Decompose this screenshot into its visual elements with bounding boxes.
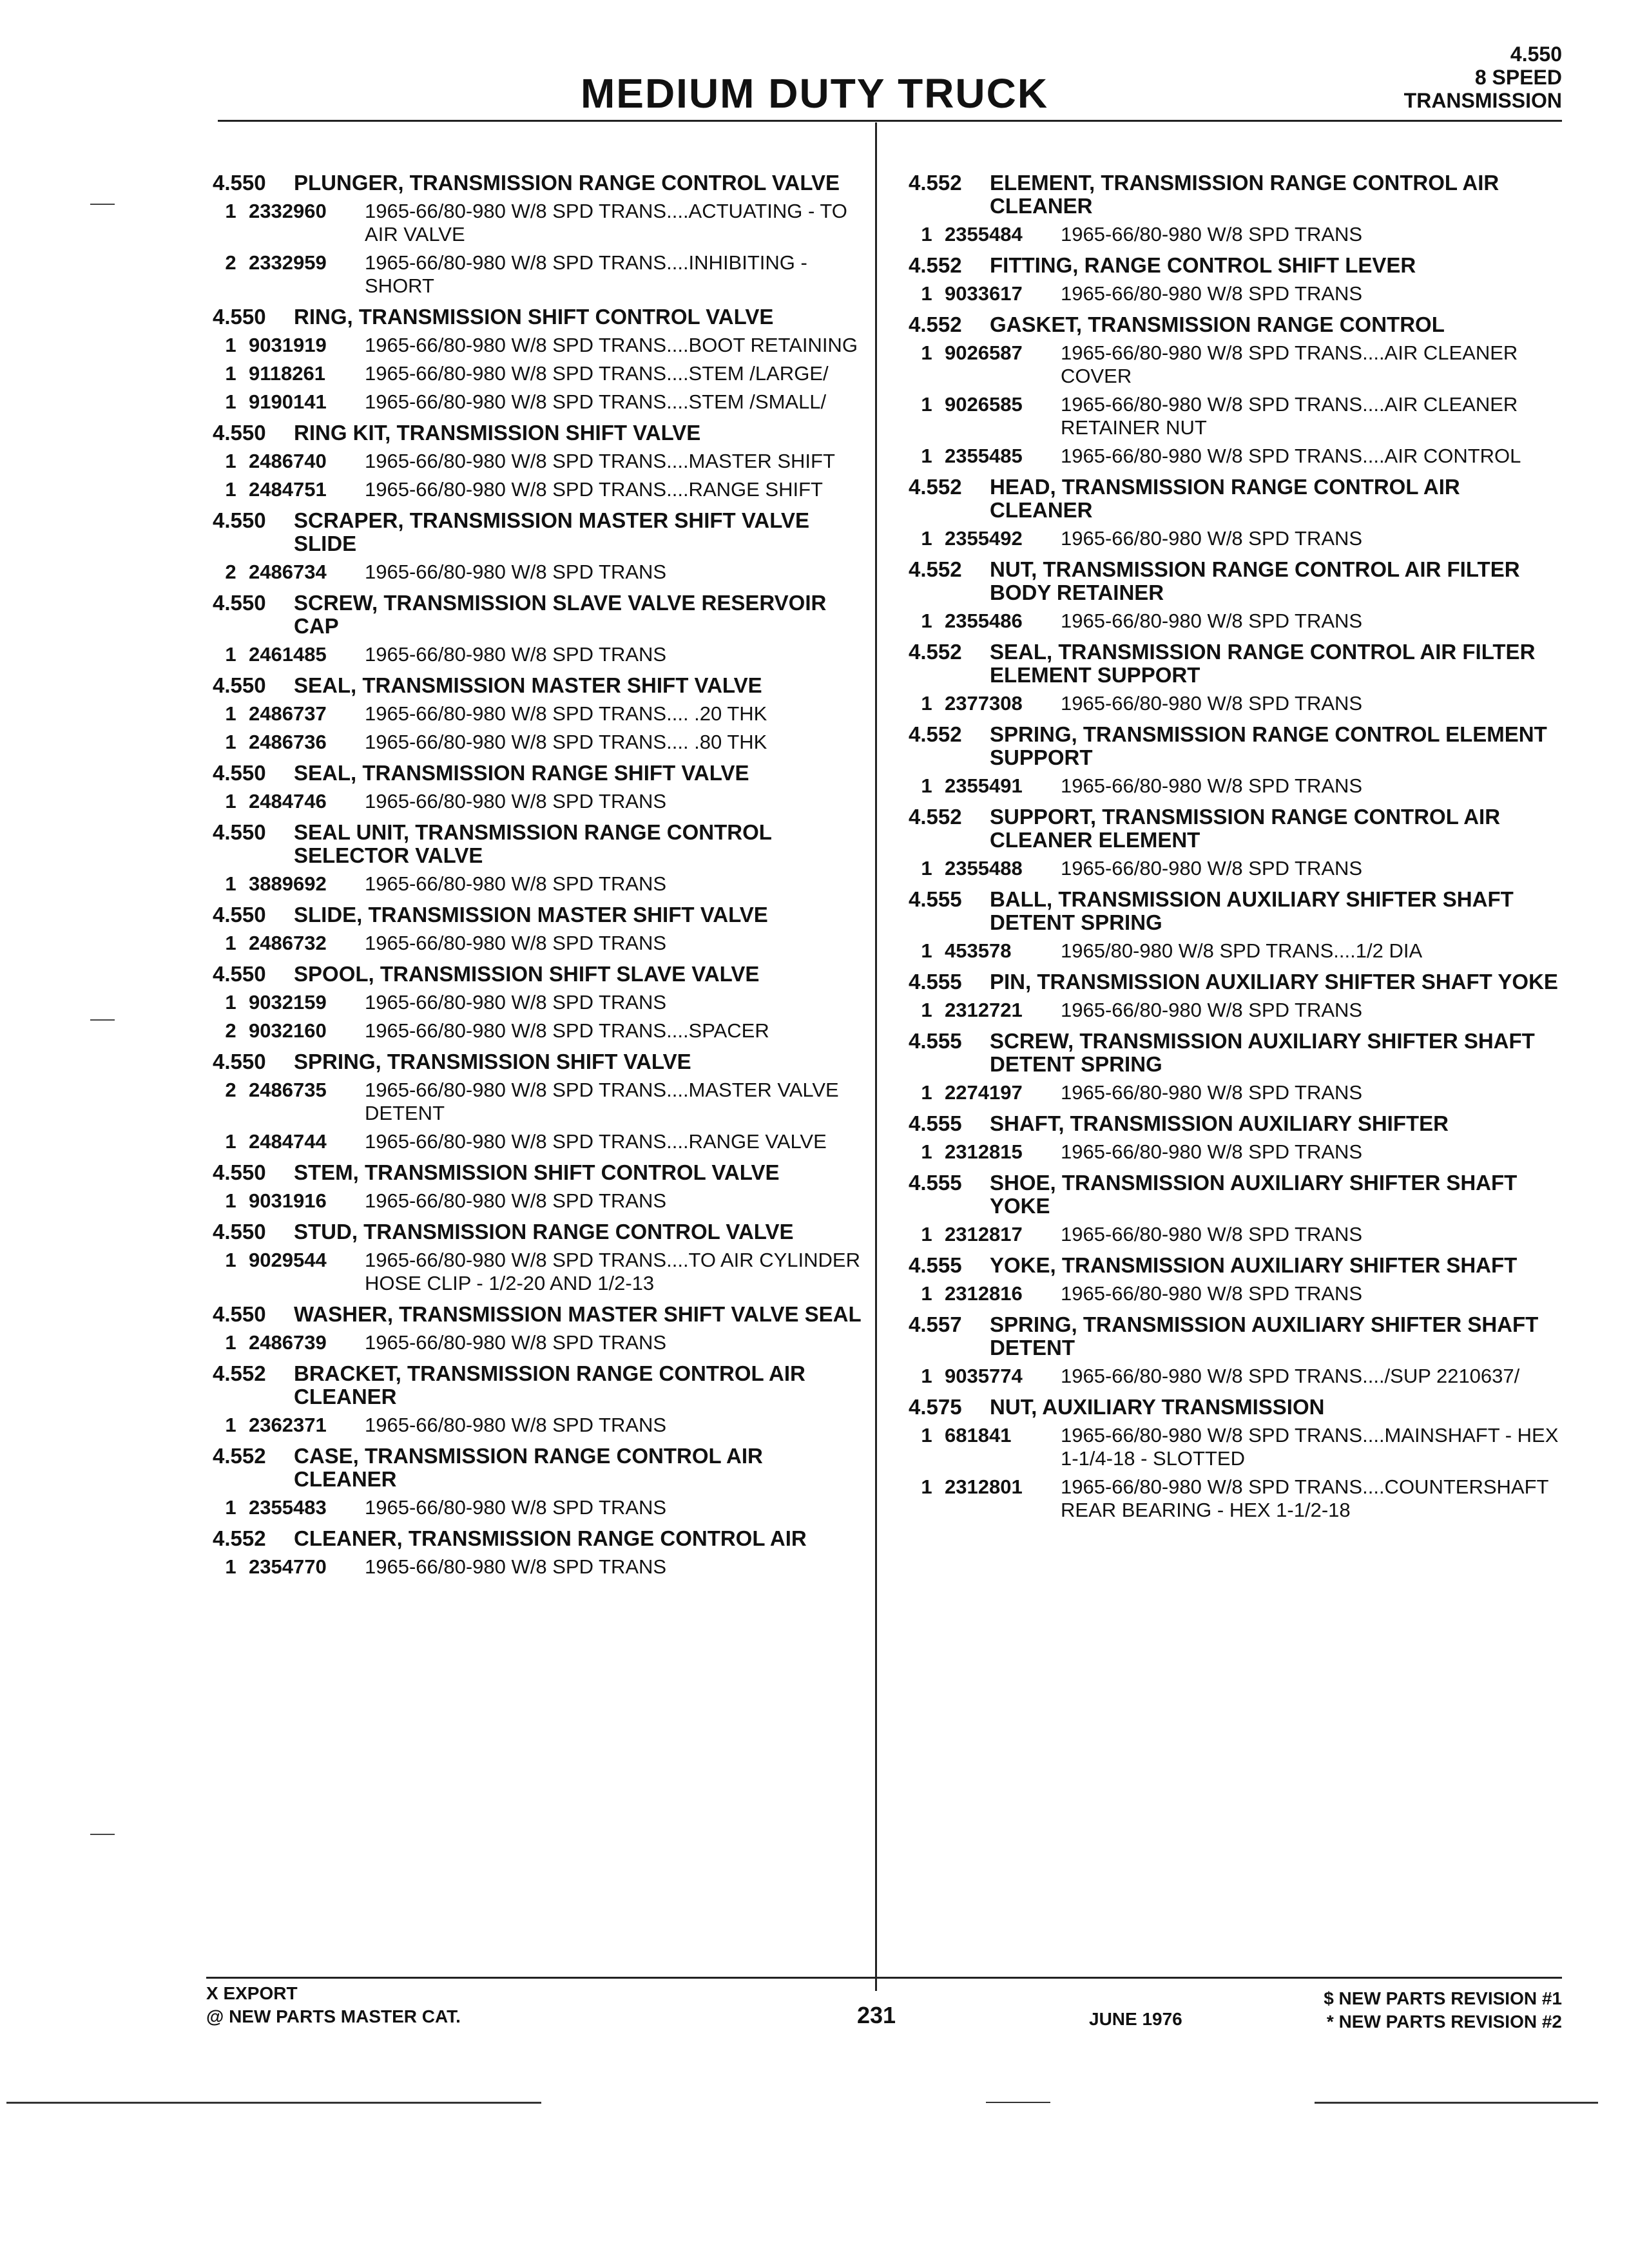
group-code: 4.555: [909, 1029, 962, 1053]
part-description: 1965-66/80-980 W/8 SPD TRANS....BOOT RETAINING: [365, 334, 858, 356]
part-row: [909, 527, 1566, 550]
part-row: [213, 362, 863, 385]
part-group-heading: [213, 1220, 863, 1244]
part-group-heading: [213, 1303, 863, 1326]
part-group-heading: [213, 591, 863, 638]
part-description: 1965-66/80-980 W/8 SPD TRANS: [1061, 774, 1363, 797]
part-row: [909, 1475, 1566, 1522]
part-number: 2355491: [945, 774, 1023, 797]
part-number: 2486734: [249, 561, 327, 583]
part-group-heading: [213, 762, 863, 785]
part-description: 1965-66/80-980 W/8 SPD TRANS....ACTUATING - TO AIR VALVE: [365, 200, 847, 245]
part-number: 2486736: [249, 731, 327, 753]
part-row: [909, 341, 1566, 388]
group-name: BALL, TRANSMISSION AUXILIARY SHIFTER SHAFT DETENT SPRING: [990, 887, 1514, 934]
part-description: 1965-66/80-980 W/8 SPD TRANS: [1061, 1223, 1363, 1245]
group-name: SLIDE, TRANSMISSION MASTER SHIFT VALVE: [294, 903, 768, 927]
part-group-heading: [213, 1161, 863, 1184]
part-row: [909, 999, 1566, 1022]
part-group-heading: [213, 821, 863, 867]
part-description: 1965-66/80-980 W/8 SPD TRANS....AIR CLEANER COVER: [1061, 341, 1518, 387]
scan-edge-line: [6, 2102, 541, 2104]
group-code: 4.550: [213, 962, 266, 986]
part-number: 453578: [945, 939, 1012, 962]
publication-date: JUNE 1976: [1089, 2009, 1182, 2029]
part-row: [213, 561, 863, 584]
part-number: 2486732: [249, 932, 327, 954]
part-group-heading: [909, 640, 1566, 687]
part-number: 2312815: [945, 1140, 1023, 1163]
part-row: [213, 932, 863, 955]
group-code: 4.550: [213, 1160, 266, 1184]
group-name: RING, TRANSMISSION SHIFT CONTROL VALVE: [294, 305, 774, 329]
legend-revision-2: * NEW PARTS REVISION #2: [1326, 2012, 1562, 2032]
part-group-heading: [213, 421, 863, 445]
part-description: 1965-66/80-980 W/8 SPD TRANS..../SUP 2210637/: [1061, 1365, 1520, 1387]
part-number: 2355486: [945, 610, 1023, 632]
part-number: 2355483: [249, 1496, 327, 1519]
part-group-heading: [213, 903, 863, 927]
part-group-heading: [909, 476, 1566, 522]
group-name: CLEANER, TRANSMISSION RANGE CONTROL AIR: [294, 1526, 807, 1550]
part-quantity: 1: [225, 702, 236, 725]
part-row: [213, 1019, 863, 1043]
part-description: 1965-66/80-980 W/8 SPD TRANS: [1061, 610, 1363, 632]
part-quantity: 1: [921, 1081, 932, 1104]
part-row: [213, 478, 863, 501]
part-quantity: 1: [921, 341, 932, 364]
part-row: [213, 334, 863, 357]
group-code: 4.555: [909, 887, 962, 911]
part-row: [213, 1189, 863, 1213]
group-code: 4.550: [213, 171, 266, 195]
part-group-heading: [909, 254, 1566, 277]
group-code: 4.552: [213, 1361, 266, 1385]
group-name: SUPPORT, TRANSMISSION RANGE CONTROL AIR CLEANER ELEMENT: [990, 805, 1501, 852]
part-quantity: 2: [225, 251, 236, 274]
part-quantity: 1: [921, 857, 932, 879]
column-divider: [875, 122, 877, 1991]
group-name: RING KIT, TRANSMISSION SHIFT VALVE: [294, 421, 701, 445]
section-speed: 8 SPEED: [1474, 66, 1562, 89]
part-row: [909, 282, 1566, 305]
part-description: 1965-66/80-980 W/8 SPD TRANS: [365, 643, 667, 666]
part-description: 1965-66/80-980 W/8 SPD TRANS....STEM /LARGE/: [365, 362, 829, 385]
part-number: 2484746: [249, 790, 327, 812]
part-row: [909, 1424, 1566, 1470]
group-code: 4.552: [909, 312, 962, 336]
part-group-heading: [213, 1527, 863, 1550]
group-code: 4.550: [213, 820, 266, 844]
part-quantity: 1: [225, 1555, 236, 1578]
part-quantity: 1: [225, 362, 236, 385]
group-name: YOKE, TRANSMISSION AUXILIARY SHIFTER SHAFT: [990, 1253, 1518, 1277]
part-row: [213, 1414, 863, 1437]
group-name: SHAFT, TRANSMISSION AUXILIARY SHIFTER: [990, 1111, 1449, 1135]
part-group-heading: [213, 1050, 863, 1073]
group-name: SEAL UNIT, TRANSMISSION RANGE CONTROL SELECTOR VALVE: [294, 820, 772, 867]
part-description: 1965-66/80-980 W/8 SPD TRANS.... .20 THK: [365, 702, 767, 725]
part-quantity: 1: [225, 1249, 236, 1271]
part-description: 1965-66/80-980 W/8 SPD TRANS....MASTER VALVE DETENT: [365, 1079, 839, 1124]
part-row: [909, 1223, 1566, 1246]
part-row: [909, 692, 1566, 715]
part-quantity: 1: [225, 731, 236, 753]
part-group-heading: [213, 171, 863, 195]
group-name: HEAD, TRANSMISSION RANGE CONTROL AIR CLEANER: [990, 475, 1460, 522]
part-number: 2355485: [945, 445, 1023, 467]
part-quantity: 1: [225, 334, 236, 356]
part-row: [213, 1555, 863, 1579]
part-quantity: 1: [921, 1475, 932, 1498]
part-group-heading: [213, 963, 863, 986]
scan-edge-line: [1315, 2102, 1598, 2104]
part-row: [909, 1282, 1566, 1305]
part-quantity: 1: [921, 223, 932, 245]
group-code: 4.552: [213, 1444, 266, 1468]
part-description: 1965-66/80-980 W/8 SPD TRANS....MASTER SHIFT: [365, 450, 835, 472]
group-name: ELEMENT, TRANSMISSION RANGE CONTROL AIR CLEANER: [990, 171, 1499, 218]
part-quantity: 2: [225, 561, 236, 583]
group-name: SEAL, TRANSMISSION MASTER SHIFT VALVE: [294, 673, 762, 697]
group-code: 4.550: [213, 1050, 266, 1073]
group-code: 4.550: [213, 591, 266, 615]
part-description: 1965-66/80-980 W/8 SPD TRANS....MAINSHAFT - HEX 1-1/4-18 - SLOTTED: [1061, 1424, 1559, 1470]
part-quantity: 1: [921, 999, 932, 1021]
part-number: 2484751: [249, 478, 327, 501]
part-quantity: 1: [921, 393, 932, 416]
part-description: 1965-66/80-980 W/8 SPD TRANS....TO AIR CYLINDER HOSE CLIP - 1/2-20 AND 1/2-13: [365, 1249, 860, 1294]
part-group-heading: [909, 1112, 1566, 1135]
part-description: 1965-66/80-980 W/8 SPD TRANS: [1061, 1081, 1363, 1104]
group-name: SPOOL, TRANSMISSION SHIFT SLAVE VALVE: [294, 962, 760, 986]
group-name: STEM, TRANSMISSION SHIFT CONTROL VALVE: [294, 1160, 780, 1184]
part-quantity: 1: [225, 932, 236, 954]
group-code: 4.555: [909, 1111, 962, 1135]
part-description: 1965-66/80-980 W/8 SPD TRANS: [1061, 692, 1363, 715]
footer-divider: [206, 1977, 1562, 1979]
part-description: 1965-66/80-980 W/8 SPD TRANS....RANGE SHIFT: [365, 478, 823, 501]
group-code: 4.552: [909, 171, 962, 195]
group-code: 4.552: [909, 722, 962, 746]
part-description: 1965-66/80-980 W/8 SPD TRANS: [1061, 282, 1363, 305]
part-number: 2312721: [945, 999, 1023, 1021]
group-name: NUT, AUXILIARY TRANSMISSION: [990, 1395, 1325, 1419]
footer-legend-left: [206, 1982, 461, 2028]
part-row: [213, 1079, 863, 1125]
part-description: 1965-66/80-980 W/8 SPD TRANS....AIR CLEANER RETAINER NUT: [1061, 393, 1518, 439]
part-number: 9029544: [249, 1249, 327, 1271]
group-code: 4.550: [213, 508, 266, 532]
part-group-heading: [909, 723, 1566, 769]
part-description: 1965-66/80-980 W/8 SPD TRANS....INHIBITING - SHORT: [365, 251, 807, 297]
part-quantity: 2: [225, 1019, 236, 1042]
margin-mark: [90, 1019, 115, 1021]
part-description: 1965-66/80-980 W/8 SPD TRANS: [365, 872, 667, 895]
part-group-heading: [909, 888, 1566, 934]
group-name: SPRING, TRANSMISSION AUXILIARY SHIFTER SHAFT DETENT: [990, 1312, 1539, 1360]
part-row: [213, 1249, 863, 1295]
part-group-heading: [909, 805, 1566, 852]
group-code: 4.552: [909, 557, 962, 581]
group-name: SHOE, TRANSMISSION AUXILIARY SHIFTER SHAFT YOKE: [990, 1171, 1518, 1218]
group-code: 4.552: [909, 475, 962, 499]
group-code: 4.550: [213, 1302, 266, 1326]
part-description: 1965/80-980 W/8 SPD TRANS....1/2 DIA: [1061, 939, 1423, 962]
group-name: NUT, TRANSMISSION RANGE CONTROL AIR FILTER BODY RETAINER: [990, 557, 1520, 604]
part-description: 1965-66/80-980 W/8 SPD TRANS: [365, 1414, 667, 1436]
section-category: TRANSMISSION: [1403, 89, 1562, 112]
part-description: 1965-66/80-980 W/8 SPD TRANS: [365, 932, 667, 954]
group-name: FITTING, RANGE CONTROL SHIFT LEVER: [990, 253, 1416, 277]
group-name: BRACKET, TRANSMISSION RANGE CONTROL AIR CLEANER: [294, 1361, 805, 1408]
part-group-heading: [909, 1313, 1566, 1360]
legend-export: X EXPORT: [206, 1983, 298, 2003]
group-name: GASKET, TRANSMISSION RANGE CONTROL: [990, 312, 1445, 336]
part-quantity: 1: [225, 790, 236, 812]
part-description: 1965-66/80-980 W/8 SPD TRANS....SPACER: [365, 1019, 769, 1042]
section-number: 4.550: [1510, 43, 1562, 66]
part-row: [909, 445, 1566, 468]
part-number: 9118261: [249, 362, 325, 385]
group-code: 4.552: [213, 1526, 266, 1550]
group-code: 4.555: [909, 970, 962, 994]
page-number: 231: [857, 2002, 896, 2028]
legend-revision-1: $ NEW PARTS REVISION #1: [1324, 1988, 1562, 2008]
part-quantity: 2: [225, 1079, 236, 1101]
part-number: 2486735: [249, 1079, 327, 1101]
part-row: [909, 1081, 1566, 1104]
part-number: 2355484: [945, 223, 1023, 245]
group-name: CASE, TRANSMISSION RANGE CONTROL AIR CLEANER: [294, 1444, 763, 1491]
part-number: 9032160: [249, 1019, 327, 1042]
part-number: 2484744: [249, 1130, 327, 1153]
part-row: [213, 731, 863, 754]
part-quantity: 1: [921, 692, 932, 715]
part-group-heading: [213, 305, 863, 329]
part-group-heading: [909, 171, 1566, 218]
part-number: 2312816: [945, 1282, 1023, 1305]
part-row: [213, 872, 863, 896]
part-quantity: 1: [921, 1140, 932, 1163]
part-description: 1965-66/80-980 W/8 SPD TRANS: [365, 991, 667, 1014]
group-name: WASHER, TRANSMISSION MASTER SHIFT VALVE SEAL: [294, 1302, 862, 1326]
part-quantity: 1: [921, 445, 932, 467]
group-name: PIN, TRANSMISSION AUXILIARY SHIFTER SHAFT YOKE: [990, 970, 1558, 994]
part-row: [213, 991, 863, 1014]
part-group-heading: [909, 1171, 1566, 1218]
part-row: [213, 790, 863, 813]
part-description: 1965-66/80-980 W/8 SPD TRANS.... .80 THK: [365, 731, 767, 753]
part-group-heading: [909, 1254, 1566, 1277]
part-quantity: 1: [225, 643, 236, 666]
part-row: [213, 1130, 863, 1153]
part-row: [213, 702, 863, 726]
group-code: 4.555: [909, 1171, 962, 1195]
group-name: SPRING, TRANSMISSION RANGE CONTROL ELEMENT SUPPORT: [990, 722, 1547, 769]
part-description: 1965-66/80-980 W/8 SPD TRANS....STEM /SMALL/: [365, 390, 827, 413]
part-quantity: 1: [225, 450, 236, 472]
margin-mark: [90, 1834, 115, 1835]
part-number: 2355492: [945, 527, 1023, 550]
group-name: SCRAPER, TRANSMISSION MASTER SHIFT VALVE SLIDE: [294, 508, 809, 555]
group-name: SEAL, TRANSMISSION RANGE SHIFT VALVE: [294, 761, 749, 785]
part-description: 1965-66/80-980 W/8 SPD TRANS: [1061, 527, 1363, 550]
part-quantity: 1: [921, 527, 932, 550]
part-row: [909, 1365, 1566, 1388]
group-name: SPRING, TRANSMISSION SHIFT VALVE: [294, 1050, 691, 1073]
group-code: 4.550: [213, 305, 266, 329]
part-number: 2362371: [249, 1414, 327, 1436]
part-group-heading: [213, 509, 863, 555]
part-row: [213, 1496, 863, 1519]
part-description: 1965-66/80-980 W/8 SPD TRANS: [1061, 223, 1363, 245]
part-row: [213, 251, 863, 298]
part-number: 2354770: [249, 1555, 327, 1578]
part-quantity: 1: [225, 991, 236, 1014]
part-description: 1965-66/80-980 W/8 SPD TRANS: [1061, 857, 1363, 879]
part-description: 1965-66/80-980 W/8 SPD TRANS: [365, 1496, 667, 1519]
part-number: 9033617: [945, 282, 1023, 305]
margin-mark: [90, 204, 115, 205]
header-divider: [218, 120, 1562, 122]
part-quantity: 1: [225, 390, 236, 413]
part-group-heading: [213, 674, 863, 697]
part-description: 1965-66/80-980 W/8 SPD TRANS....RANGE VALVE: [365, 1130, 827, 1153]
part-quantity: 1: [921, 1365, 932, 1387]
part-description: 1965-66/80-980 W/8 SPD TRANS....COUNTERSHAFT REAR BEARING - HEX 1-1/2-18: [1061, 1475, 1548, 1521]
part-group-heading: [909, 313, 1566, 336]
group-code: 4.550: [213, 761, 266, 785]
group-code: 4.550: [213, 421, 266, 445]
part-row: [909, 857, 1566, 880]
part-group-heading: [909, 558, 1566, 604]
group-code: 4.550: [213, 903, 266, 927]
group-code: 4.552: [909, 805, 962, 829]
part-row: [213, 450, 863, 473]
group-code: 4.550: [213, 673, 266, 697]
part-number: 681841: [945, 1424, 1012, 1446]
right-parts-column: [909, 164, 1566, 1522]
group-name: SCREW, TRANSMISSION SLAVE VALVE RESERVOIR CAP: [294, 591, 827, 638]
part-group-heading: [909, 1396, 1566, 1419]
group-code: 4.555: [909, 1253, 962, 1277]
part-quantity: 1: [225, 1130, 236, 1153]
part-number: 2486737: [249, 702, 327, 725]
part-number: 3889692: [249, 872, 327, 895]
part-description: 1965-66/80-980 W/8 SPD TRANS: [365, 1555, 667, 1578]
part-number: 2461485: [249, 643, 327, 666]
part-group-heading: [213, 1362, 863, 1408]
part-number: 9035774: [945, 1365, 1023, 1387]
part-description: 1965-66/80-980 W/8 SPD TRANS: [1061, 1140, 1363, 1163]
group-code: 4.557: [909, 1312, 962, 1336]
part-number: 2486740: [249, 450, 327, 472]
part-group-heading: [909, 1030, 1566, 1076]
group-name: SCREW, TRANSMISSION AUXILIARY SHIFTER SHAFT DETENT SPRING: [990, 1029, 1535, 1076]
scan-edge-line: [986, 2102, 1050, 2103]
page-title: MEDIUM DUTY TRUCK: [580, 70, 1049, 117]
part-quantity: 1: [225, 1189, 236, 1212]
part-quantity: 1: [921, 1223, 932, 1245]
left-parts-column: [213, 164, 863, 1579]
part-row: [909, 223, 1566, 246]
part-description: 1965-66/80-980 W/8 SPD TRANS: [365, 1189, 667, 1212]
part-group-heading: [909, 970, 1566, 994]
part-number: 2332960: [249, 200, 327, 222]
part-number: 9190141: [249, 390, 327, 413]
part-number: 2274197: [945, 1081, 1023, 1104]
part-description: 1965-66/80-980 W/8 SPD TRANS....AIR CONTROL: [1061, 445, 1521, 467]
legend-master-cat: @ NEW PARTS MASTER CAT.: [206, 2006, 461, 2026]
part-quantity: 1: [225, 478, 236, 501]
part-row: [213, 1331, 863, 1354]
part-quantity: 1: [225, 200, 236, 222]
part-description: 1965-66/80-980 W/8 SPD TRANS: [365, 561, 667, 583]
group-code: 4.552: [909, 253, 962, 277]
group-code: 4.550: [213, 1220, 266, 1244]
part-number: 2377308: [945, 692, 1023, 715]
part-row: [213, 390, 863, 414]
part-quantity: 1: [225, 1331, 236, 1354]
part-description: 1965-66/80-980 W/8 SPD TRANS: [365, 790, 667, 812]
footer-legend-right: [1324, 1987, 1562, 2033]
part-quantity: 1: [921, 939, 932, 962]
part-row: [909, 610, 1566, 633]
part-group-heading: [213, 1445, 863, 1491]
part-number: 9031916: [249, 1189, 327, 1212]
part-quantity: 1: [225, 872, 236, 895]
part-description: 1965-66/80-980 W/8 SPD TRANS: [1061, 999, 1363, 1021]
part-number: 2486739: [249, 1331, 327, 1354]
group-name: STUD, TRANSMISSION RANGE CONTROL VALVE: [294, 1220, 794, 1244]
part-quantity: 1: [225, 1414, 236, 1436]
part-number: 2312801: [945, 1475, 1023, 1498]
group-name: PLUNGER, TRANSMISSION RANGE CONTROL VALVE: [294, 171, 840, 195]
part-row: [909, 774, 1566, 798]
part-quantity: 1: [921, 610, 932, 632]
part-quantity: 1: [921, 282, 932, 305]
part-quantity: 1: [225, 1496, 236, 1519]
part-row: [909, 939, 1566, 963]
part-number: 9032159: [249, 991, 327, 1014]
part-number: 2355488: [945, 857, 1023, 879]
part-number: 9026585: [945, 393, 1023, 416]
group-name: SEAL, TRANSMISSION RANGE CONTROL AIR FILTER ELEMENT SUPPORT: [990, 640, 1536, 687]
group-code: 4.575: [909, 1395, 962, 1419]
part-quantity: 1: [921, 1282, 932, 1305]
part-row: [213, 200, 863, 246]
part-row: [909, 1140, 1566, 1164]
part-description: 1965-66/80-980 W/8 SPD TRANS: [365, 1331, 667, 1354]
part-number: 9031919: [249, 334, 327, 356]
group-code: 4.552: [909, 640, 962, 664]
part-row: [909, 393, 1566, 439]
part-number: 2312817: [945, 1223, 1023, 1245]
part-row: [213, 643, 863, 666]
part-quantity: 1: [921, 1424, 932, 1446]
part-description: 1965-66/80-980 W/8 SPD TRANS: [1061, 1282, 1363, 1305]
part-quantity: 1: [921, 774, 932, 797]
part-number: 2332959: [249, 251, 327, 274]
part-number: 9026587: [945, 341, 1023, 364]
